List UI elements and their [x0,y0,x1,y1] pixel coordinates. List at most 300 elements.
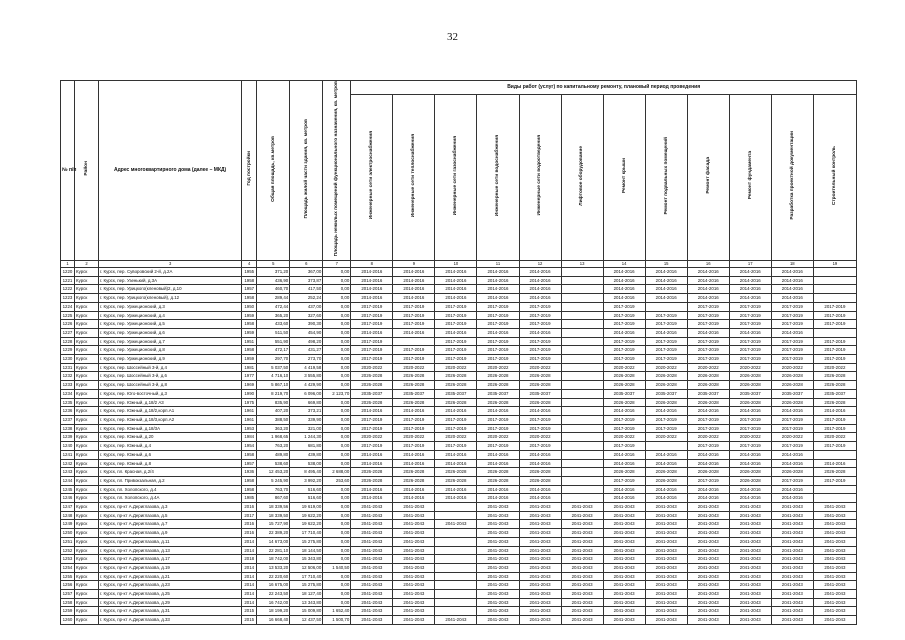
cell-work-period: 2041-2043 [645,607,687,616]
cell-work-period: 2014-2016 [645,407,687,416]
cell-work-period: 2041-2043 [519,616,561,625]
cell-work-period: 2041-2043 [687,572,729,581]
cell-number: 1237 [61,416,75,425]
cell-total-area: 12 453,20 [257,468,290,477]
cell-year: 2016 [242,529,257,538]
cell-district: Курск [75,381,99,390]
cell-work-period: 2041-2043 [519,563,561,572]
cell-work-period: 2026-2028 [645,476,687,485]
cell-number: 1240 [61,442,75,451]
cell-work-period: 2014-2016 [435,294,477,303]
cell-district: Курск [75,494,99,503]
cell-work-period: 2026-2028 [813,381,856,390]
cell-work-period: 2041-2043 [561,581,603,590]
cell-year: 2015 [242,607,257,616]
cell-work-period: 2017-2019 [435,424,477,433]
cell-work-period: 2017-2019 [687,302,729,311]
cell-work-period: 2014-2016 [477,285,519,294]
cell-work-period: 2014-2016 [519,407,561,416]
header-district-label: Район [83,161,89,176]
cell-address: г. Курск, пер. Уржеционский, д.3 [99,302,242,311]
cell-work-period: 2026-2028 [645,381,687,390]
cell-work-period [645,302,687,311]
cell-work-period: 2041-2043 [561,590,603,599]
cell-number: 1250 [61,529,75,538]
cell-nonres-area: 0,00 [323,363,351,372]
cell-nonres-area: 253,60 [323,476,351,485]
header-work-12 [813,94,856,260]
cell-district: Курск [75,355,99,364]
header-work-11 [771,94,813,260]
cell-work-period: 2014-2016 [435,268,477,277]
cell-district: Курск [75,476,99,485]
cell-total-area: 472,17 [257,346,290,355]
cell-total-area: 8 219,70 [257,389,290,398]
cell-work-period: 2041-2043 [519,503,561,512]
cell-work-period: 2041-2043 [477,511,519,520]
cell-year: 1955 [242,268,257,277]
cell-work-period: 2017-2019 [477,302,519,311]
cell-district: Курск [75,555,99,564]
column-number: 1 [61,261,75,268]
cell-district: Курск [75,450,99,459]
cell-work-period: 2017-2019 [519,424,561,433]
cell-living-area: 390,30 [290,320,323,329]
cell-living-area: 6 096,00 [290,389,323,398]
cell-work-period: 2041-2043 [603,598,645,607]
cell-work-period: 2014-2016 [519,268,561,277]
cell-living-area: 367,00 [290,268,323,277]
cell-work-period: 2014-2016 [393,268,435,277]
cell-total-area: 13 533,20 [257,563,290,572]
cell-year: 1957 [242,459,257,468]
cell-work-period: 2014-2016 [477,294,519,303]
cell-work-period [561,407,603,416]
cell-living-area: 339,90 [290,416,323,425]
cell-work-period: 2041-2043 [645,572,687,581]
cell-work-period: 2041-2043 [813,520,856,529]
cell-nonres-area: 0,00 [323,285,351,294]
cell-work-period: 2041-2043 [687,546,729,555]
cell-work-period: 2014-2016 [519,450,561,459]
cell-work-period: 2017-2019 [477,320,519,329]
cell-number: 1230 [61,355,75,364]
cell-work-period: 2041-2043 [813,546,856,555]
cell-nonres-area: 0,00 [323,328,351,337]
cell-work-period: 2014-2016 [519,328,561,337]
cell-work-period [435,546,477,555]
cell-work-period: 2041-2043 [813,555,856,564]
cell-work-period: 2014-2016 [645,450,687,459]
cell-work-period: 2041-2043 [561,572,603,581]
cell-work-period: 2014-2016 [813,459,856,468]
cell-work-period: 2017-2019 [729,355,771,364]
cell-number: 1236 [61,407,75,416]
cell-work-period: 2041-2043 [687,503,729,512]
table-row [61,520,857,529]
cell-work-period [561,285,603,294]
cell-work-period: 2014-2016 [477,485,519,494]
cell-work-period: 2041-2043 [393,590,435,599]
header-work-8 [645,94,687,260]
cell-work-period: 2041-2043 [603,607,645,616]
cell-work-period: 2017-2019 [687,424,729,433]
cell-work-period: 2035-2037 [645,389,687,398]
cell-total-area: 371,20 [257,268,290,277]
cell-district: Курск [75,389,99,398]
table-header [61,81,857,268]
cell-work-period: 2026-2028 [729,468,771,477]
cell-work-period: 2041-2043 [687,511,729,520]
cell-work-period [561,337,603,346]
cell-number: 1233 [61,381,75,390]
table-row [61,607,857,616]
cell-district: Курск [75,311,99,320]
cell-work-period: 2017-2019 [771,416,813,425]
column-number: 2 [75,261,99,268]
cell-work-period: 2014-2016 [393,450,435,459]
cell-work-period: 2041-2043 [351,503,393,512]
cell-work-period: 2041-2043 [519,529,561,538]
cell-total-area: 538,60 [257,459,290,468]
cell-work-period: 2017-2019 [477,346,519,355]
cell-work-period: 2041-2043 [771,555,813,564]
cell-work-period: 2017-2019 [645,355,687,364]
cell-work-period: 2041-2043 [351,572,393,581]
cell-work-period: 2014-2016 [813,407,856,416]
cell-year: 2014 [242,598,257,607]
cell-district: Курск [75,294,99,303]
cell-work-period: 2017-2019 [351,355,393,364]
cell-work-period: 2041-2043 [351,598,393,607]
cell-work-period: 2035-2037 [813,389,856,398]
table-row [61,416,857,425]
cell-district: Курск [75,590,99,599]
cell-work-period: 2041-2043 [603,590,645,599]
column-number: 13 [561,261,603,268]
cell-nonres-area: 0,00 [323,320,351,329]
header-work-6 [561,94,603,260]
cell-work-period [561,346,603,355]
column-number: 19 [813,261,856,268]
cell-work-period: 2026-2028 [771,381,813,390]
cell-work-period: 2041-2043 [771,546,813,555]
cell-year: 1961 [242,416,257,425]
cell-number: 1246 [61,494,75,503]
cell-living-area: 8 495,40 [290,468,323,477]
cell-district: Курск [75,398,99,407]
header-work-4 [477,94,519,260]
cell-number: 1243 [61,468,75,477]
cell-work-period: 2014-2016 [729,276,771,285]
cell-nonres-area: 0,00 [323,424,351,433]
cell-year: 1950 [242,302,257,311]
cell-nonres-area: 0,00 [323,572,351,581]
cell-address: г. Курск, пл. Привокзальная, д.2 [99,476,242,485]
cell-work-period: 2017-2019 [393,320,435,329]
cell-work-period: 2041-2043 [813,581,856,590]
cell-work-period: 2041-2043 [729,598,771,607]
table-row [61,372,857,381]
cell-work-period: 2014-2016 [729,494,771,503]
cell-address: г. Курск, пр-кт А.Дериглазова, д.13 [99,546,242,555]
cell-work-period: 2014-2016 [771,294,813,303]
cell-work-period: 2017-2019 [435,337,477,346]
cell-work-period [561,398,603,407]
cell-work-period: 2017-2019 [519,337,561,346]
cell-district: Курск [75,337,99,346]
cell-work-period [561,424,603,433]
cell-work-period: 2035-2037 [729,389,771,398]
cell-work-period: 2017-2019 [771,442,813,451]
cell-district: Курск [75,598,99,607]
header-work-label: Ремонт подвальных помещений [663,136,669,215]
cell-work-period: 2017-2019 [393,346,435,355]
cell-work-period: 2041-2043 [813,572,856,581]
cell-work-period: 2017-2019 [687,320,729,329]
cell-work-period: 2014-2016 [771,485,813,494]
cell-work-period: 2014-2016 [351,328,393,337]
cell-work-period: 2041-2043 [561,529,603,538]
cell-work-period: 2014-2016 [729,407,771,416]
cell-total-area: 433,60 [257,320,290,329]
cell-work-period: 2041-2043 [687,598,729,607]
cell-total-area: 289,44 [257,294,290,303]
cell-work-period: 2017-2019 [351,346,393,355]
column-number: 9 [393,261,435,268]
table-row [61,407,857,416]
cell-work-period: 2020-2022 [645,433,687,442]
cell-work-period [561,276,603,285]
cell-work-period: 2041-2043 [351,607,393,616]
cell-work-period: 2035-2037 [603,389,645,398]
cell-work-period: 2017-2019 [771,320,813,329]
cell-work-period: 2017-2019 [435,311,477,320]
cell-work-period: 2026-2028 [603,398,645,407]
table-row [61,459,857,468]
column-number: 16 [687,261,729,268]
cell-year: 1969 [242,381,257,390]
page-number: 32 [447,31,458,43]
cell-work-period: 2017-2019 [435,346,477,355]
cell-total-area: 436,90 [257,276,290,285]
cell-total-area: 5 037,50 [257,363,290,372]
cell-work-period [561,442,603,451]
cell-work-period: 2026-2028 [435,476,477,485]
cell-work-period: 2041-2043 [771,511,813,520]
cell-work-period: 2017-2019 [351,442,393,451]
header-year [242,81,257,261]
cell-work-period [393,337,435,346]
header-year-label: Год постройки [246,151,252,186]
cell-district: Курск [75,424,99,433]
cell-work-period: 2041-2043 [687,607,729,616]
cell-work-period: 2041-2043 [813,607,856,616]
cell-work-period: 2014-2016 [729,328,771,337]
table-row [61,442,857,451]
column-number: 15 [645,261,687,268]
cell-work-period: 2014-2016 [771,285,813,294]
cell-work-period: 2017-2019 [687,337,729,346]
cell-work-period [561,372,603,381]
cell-work-period [561,494,603,503]
cell-nonres-area: 0,00 [323,494,351,503]
cell-year: 2014 [242,537,257,546]
cell-work-period: 2041-2043 [771,503,813,512]
cell-total-area: 22 281,10 [257,546,290,555]
cell-work-period: 2020-2022 [435,363,477,372]
cell-nonres-area: 0,00 [323,537,351,546]
cell-work-period: 2017-2019 [813,346,856,355]
cell-address: г. Курск, пр-кт А.Дериглазова, д.25 [99,590,242,599]
cell-work-period: 2041-2043 [351,511,393,520]
cell-nonres-area: 0,00 [323,355,351,364]
header-work-3 [435,94,477,260]
cell-total-area: 5 245,90 [257,476,290,485]
cell-work-period: 2017-2019 [687,476,729,485]
cell-work-period: 2041-2043 [729,529,771,538]
cell-work-period: 2017-2019 [645,346,687,355]
cell-work-period: 2017-2019 [477,442,519,451]
header-work-label: Ремонт фундамента [747,151,753,200]
cell-work-period: 2041-2043 [477,555,519,564]
cell-work-period: 2041-2043 [771,520,813,529]
cell-work-period: 2041-2043 [393,537,435,546]
cell-work-period: 2026-2028 [477,476,519,485]
cell-work-period: 2014-2016 [351,268,393,277]
cell-living-area: 373,87 [290,276,323,285]
cell-work-period: 2041-2043 [351,555,393,564]
cell-work-period: 2017-2019 [435,442,477,451]
cell-work-period: 2014-2016 [729,285,771,294]
cell-work-period: 2017-2019 [813,337,856,346]
cell-nonres-area: 0,00 [323,520,351,529]
cell-work-period: 2041-2043 [561,563,603,572]
cell-district: Курск [75,563,99,572]
cell-number: 1239 [61,433,75,442]
cell-work-period: 2041-2043 [729,563,771,572]
cell-address: г. Курск, пр-кт А.Дериглазова, д.29 [99,598,242,607]
cell-work-period: 2020-2022 [687,363,729,372]
cell-work-period [435,590,477,599]
cell-living-area: 12 506,00 [290,563,323,572]
cell-living-area: 15 275,80 [290,581,323,590]
cell-work-period: 2014-2016 [687,268,729,277]
cell-work-period: 2014-2016 [477,494,519,503]
cell-district: Курск [75,433,99,442]
cell-work-period: 2017-2019 [813,320,856,329]
cell-total-area: 14 673,00 [257,537,290,546]
cell-total-area: 18 339,56 [257,503,290,512]
cell-work-period: 2041-2043 [645,555,687,564]
cell-total-area: 388,50 [257,416,290,425]
cell-work-period: 2017-2019 [351,416,393,425]
cell-work-period: 2017-2019 [813,311,856,320]
cell-number: 1224 [61,302,75,311]
cell-work-period: 2041-2043 [519,590,561,599]
cell-work-period: 2026-2028 [351,398,393,407]
cell-nonres-area: 0,00 [323,268,351,277]
cell-work-period: 2017-2019 [603,476,645,485]
cell-work-period: 2041-2043 [603,572,645,581]
cell-total-area: 363,20 [257,424,290,433]
header-work-label: Разработка проектной документации [789,131,795,220]
cell-work-period: 2017-2019 [687,346,729,355]
cell-work-period: 2014-2016 [603,407,645,416]
cell-year: 1957 [242,285,257,294]
column-number: 6 [290,261,323,268]
column-number: 14 [603,261,645,268]
cell-work-period: 2041-2043 [771,590,813,599]
cell-work-period: 2014-2016 [393,294,435,303]
cell-work-period: 2020-2022 [603,433,645,442]
cell-work-period: 2041-2043 [435,616,477,625]
cell-work-period: 2020-2022 [351,363,393,372]
cell-work-period: 2041-2043 [687,563,729,572]
cell-district: Курск [75,459,99,468]
cell-year: 2016 [242,520,257,529]
cell-year: 1958 [242,320,257,329]
cell-address: г. Курск, пр-кт А.Дериглазова, д.3 [99,503,242,512]
cell-address: г. Курск, пер. Уржеционский, д.8 [99,346,242,355]
cell-nonres-area: 0,00 [323,294,351,303]
cell-work-period: 2041-2043 [729,511,771,520]
cell-work-period: 2014-2016 [687,407,729,416]
cell-number: 1235 [61,398,75,407]
cell-district: Курск [75,572,99,581]
cell-work-period: 2041-2043 [729,520,771,529]
cell-work-period: 2014-2016 [729,450,771,459]
cell-address: г. Курск, пл. Холопского, д.4 [99,485,242,494]
cell-work-period: 2017-2019 [729,346,771,355]
cell-year: 1990 [242,389,257,398]
cell-work-period: 2041-2043 [561,511,603,520]
cell-nonres-area: 0,00 [323,503,351,512]
column-number: 5 [257,261,290,268]
column-number: 18 [771,261,813,268]
cell-living-area: 516,60 [290,494,323,503]
cell-total-area: 551,90 [257,337,290,346]
cell-work-period: 2026-2028 [729,476,771,485]
cell-district: Курск [75,537,99,546]
cell-work-period [435,511,477,520]
cell-work-period: 2017-2019 [351,320,393,329]
cell-total-area: 18 199,20 [257,607,290,616]
cell-work-period: 2020-2022 [435,433,477,442]
cell-work-period: 2017-2019 [519,302,561,311]
cell-work-period: 2041-2043 [813,616,856,625]
cell-work-period: 2041-2043 [687,520,729,529]
cell-work-period: 2041-2043 [393,563,435,572]
cell-address: г. Курск, пер. Шоссейный 3-й, д.4 [99,363,242,372]
cell-work-period [813,494,856,503]
cell-nonres-area: 2 688,00 [323,468,351,477]
cell-work-period: 2035-2037 [351,389,393,398]
cell-nonres-area: 0,00 [323,590,351,599]
cell-work-period: 2041-2043 [729,537,771,546]
cell-district: Курск [75,372,99,381]
cell-work-period: 2014-2016 [687,459,729,468]
cell-work-period: 2041-2043 [477,520,519,529]
cell-work-period: 2041-2043 [477,563,519,572]
cell-work-period: 2014-2016 [393,285,435,294]
table-row [61,537,857,546]
cell-number: 1254 [61,563,75,572]
cell-nonres-area: 0,00 [323,442,351,451]
table-row [61,381,857,390]
table-row [61,563,857,572]
cell-year: 2017 [242,511,257,520]
